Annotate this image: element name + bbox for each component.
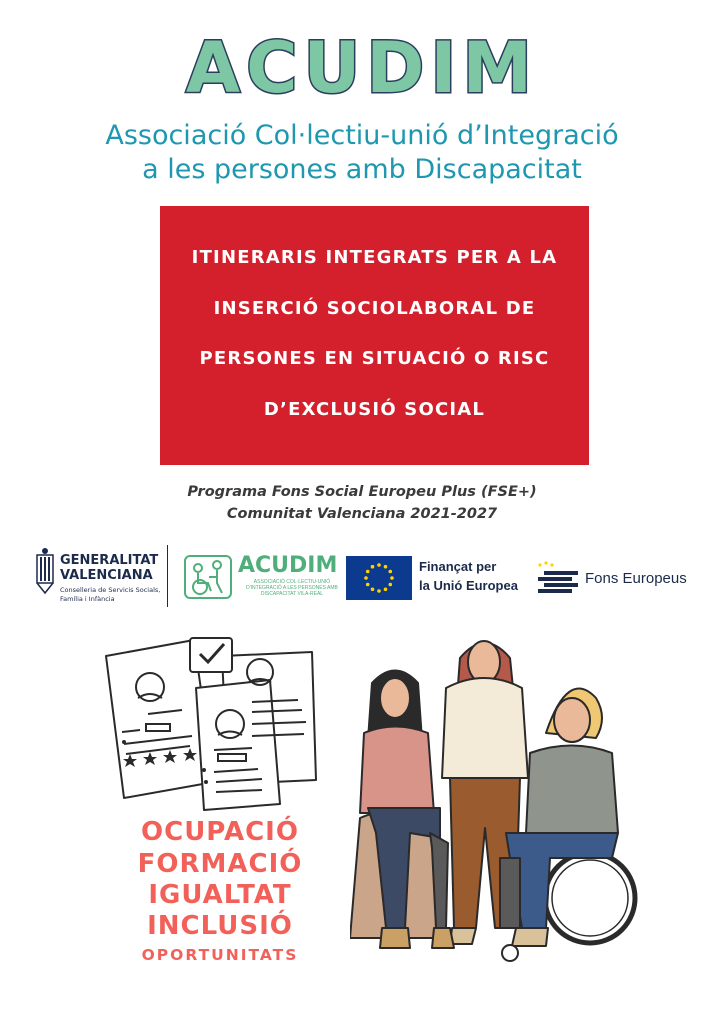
word-igualtat: IGUALTAT	[148, 880, 292, 910]
word-inclusio: INCLUSIÓ	[147, 911, 293, 941]
subtitle-line-1: Associació Col·lectiu-unió d’Integració	[105, 120, 619, 151]
word-ocupacio: OCUPACIÓ	[141, 817, 299, 847]
acudim-logo-sub-1: ASSOCIACIÓ COL·LECTIU-UNIÓ	[253, 579, 331, 585]
eu-line-1: Finançat per	[419, 559, 497, 574]
program-line-2: Comunitat Valenciana 2021-2027	[226, 506, 498, 522]
generalitat-logo	[34, 545, 174, 605]
banner-line-4: D’EXCLUSIÓ SOCIAL	[263, 399, 486, 420]
logo-divider	[167, 545, 168, 607]
subtitle-line-2: a les persones amb Discapacitat	[142, 154, 582, 185]
gva-sub-2: Família i Infància	[60, 595, 115, 603]
fons-europeus-label: Fons Europeus	[585, 570, 687, 587]
program-banner	[160, 206, 589, 465]
eu-stars-icon	[346, 556, 412, 600]
banner-line-3: PERSONES EN SITUACIÓ O RISC	[199, 348, 550, 369]
cv-documents-icon	[102, 632, 332, 812]
gva-sub-1: Conselleria de Servicis Socials,	[60, 586, 161, 594]
coat-of-arms-icon	[34, 547, 56, 597]
acudim-logo-sub-2: D'INTEGRACIÓ A LES PERSONES AMB	[246, 585, 338, 591]
people-group-illustration	[350, 628, 640, 973]
gva-line-2: VALENCIANA	[60, 568, 153, 583]
eu-flag-icon	[346, 556, 412, 600]
brand-title: ACUDIM	[185, 27, 539, 109]
fons-europeus-icon	[536, 561, 580, 597]
acudim-logo	[184, 553, 344, 603]
acudim-logo-name: ACUDIM	[238, 553, 338, 578]
banner-line-1: ITINERARIS INTEGRATS PER A LA	[191, 247, 558, 268]
gva-line-1: GENERALITAT	[60, 553, 159, 568]
program-line-1: Programa Fons Social Europeu Plus (FSE+)	[187, 484, 537, 500]
wheelchair-helper-icon	[184, 555, 232, 599]
word-oportunitats: OPORTUNITATS	[141, 946, 299, 964]
word-formacio: FORMACIÓ	[137, 849, 303, 879]
banner-line-2: INSERCIÓ SOCIOLABORAL DE	[213, 298, 536, 319]
eu-line-2: la Unió Europea	[419, 578, 518, 593]
acudim-logo-sub-3: DISCAPACITAT VILA-REAL	[260, 591, 324, 597]
